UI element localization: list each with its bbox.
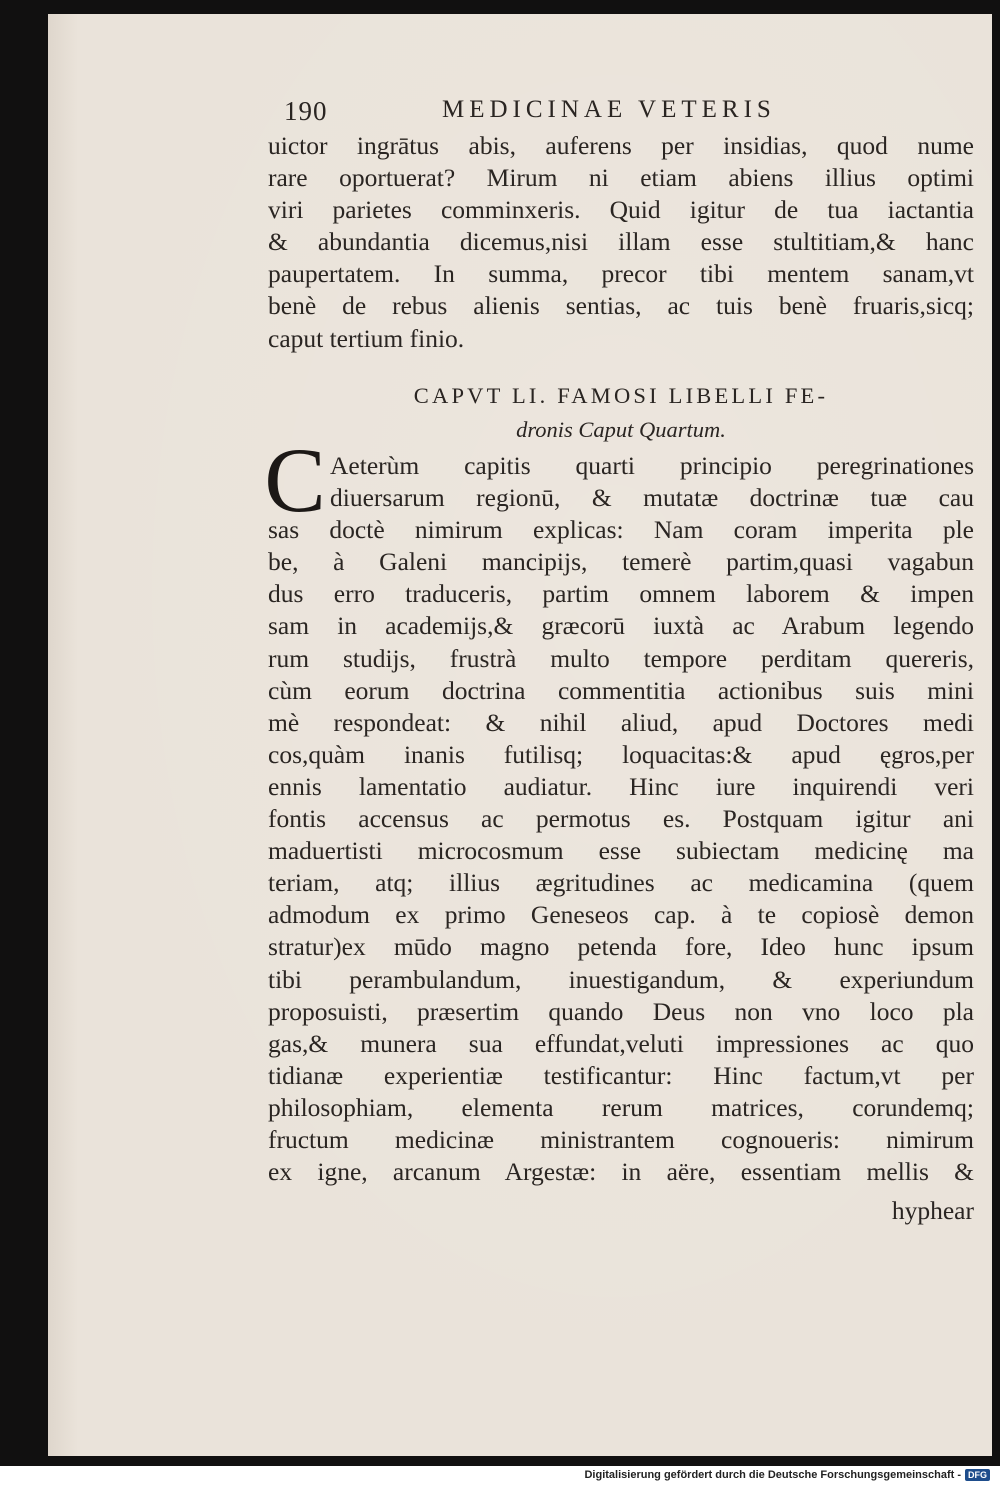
text-line: uictor ingrātus abis, auferens per insidias, quod nume (268, 131, 974, 160)
text-line: fructum medicinæ ministrantem cognoueris: nimirum (268, 1124, 974, 1154)
text-line: proposuisti, præsertim quando Deus non vno loco pla (268, 996, 974, 1026)
chapter-heading (268, 380, 974, 446)
text-line: tidianæ experientiæ testificantur: Hinc factum,vt per (268, 1060, 974, 1090)
chapter-heading-line-2: dronis Caput Quartum. (516, 417, 726, 442)
text-line: dus erro traduceris, partim omnem laborem & impen (268, 579, 974, 609)
catchword: hyphear (891, 1196, 974, 1225)
paragraph-2 (268, 450, 974, 1188)
page-number: 190 (284, 96, 328, 126)
text-line: be, à Galeni mancipijs, temerè partim,quasi vagabun (268, 547, 974, 577)
text-line: admodum ex primo Geneseos cap. à te copiosè demon (268, 900, 974, 930)
text-line: cùm eorum doctrina commentitia actionibus suis mini (268, 675, 974, 705)
text-line: stratur)ex mūdo magno petenda fore, Ideo hunc ipsum (268, 932, 974, 962)
text-line: & abundantia dicemus,nisi illam esse stultitiam,& hanc (268, 227, 974, 257)
text-line: diuersarum regionū, & mutatæ doctrinæ tuæ cau (330, 483, 974, 513)
text-line: viri parietes comminxeris. Quid igitur de tua iactantia (268, 195, 974, 225)
text-line: sas doctè nimirum explicas: Nam coram imperita ple (268, 515, 974, 545)
running-head (284, 96, 844, 126)
text-line: ennis lamentatio audiatur. Hinc iure inquirendi veri (268, 771, 974, 801)
chapter-heading-line-1: CAPVT LI. FAMOSI LIBELLI FE- (413, 383, 829, 408)
text-line: benè de rebus alienis sentias, ac tuis benè fruaris,sicq; (268, 291, 974, 321)
text-line: rare oportuerat? Mirum ni etiam abiens illius optimi (268, 163, 974, 193)
credit-text: Digitalisierung gefördert durch die Deutsche Forschungsgemeinschaft - (584, 1469, 961, 1481)
text-line: maduertisti microcosmum esse subiectam medicinę ma (268, 836, 974, 866)
text-line: mè respondeat: & nihil aliud, apud Doctores medi (268, 707, 974, 737)
text-line: Aeterùm capitis quarti principio peregrinationes (330, 451, 974, 480)
text-line: teriam, atq; illius ægritudines ac medicamina (quem (268, 868, 974, 898)
text-line: fontis accensus ac permotus es. Postquam igitur ani (268, 804, 974, 834)
text-line: philosophiam, elementa rerum matrices, corundemq; (268, 1092, 974, 1122)
text-line: gas,& munera sua effundat,veluti impressiones ac quo (268, 1028, 974, 1058)
paragraph-1 (268, 130, 974, 355)
text-line: ex igne, arcanum Argestæ: in aëre, essentiam mellis & (268, 1157, 974, 1187)
digitization-credit (584, 1469, 990, 1481)
drop-cap: C (264, 429, 326, 531)
text-line: cos,quàm inanis futilisq; loquacitas:& apud ęgros,per (268, 739, 974, 769)
text-line: tibi perambulandum, inuestigandum, & experiundum (268, 964, 974, 994)
dfg-logo: DFG (965, 1469, 990, 1481)
running-title: MEDICINAE VETERIS (442, 96, 776, 123)
text-line: rum studijs, frustrà multo tempore perditam quereris, (268, 643, 974, 673)
text-line: paupertatem. In summa, precor tibi mentem sanam,vt (268, 259, 974, 289)
text-line: caput tertium finio. (268, 323, 465, 353)
text-line: sam in academijs,& græcorū iuxtà ac Arabum legendo (268, 611, 974, 641)
